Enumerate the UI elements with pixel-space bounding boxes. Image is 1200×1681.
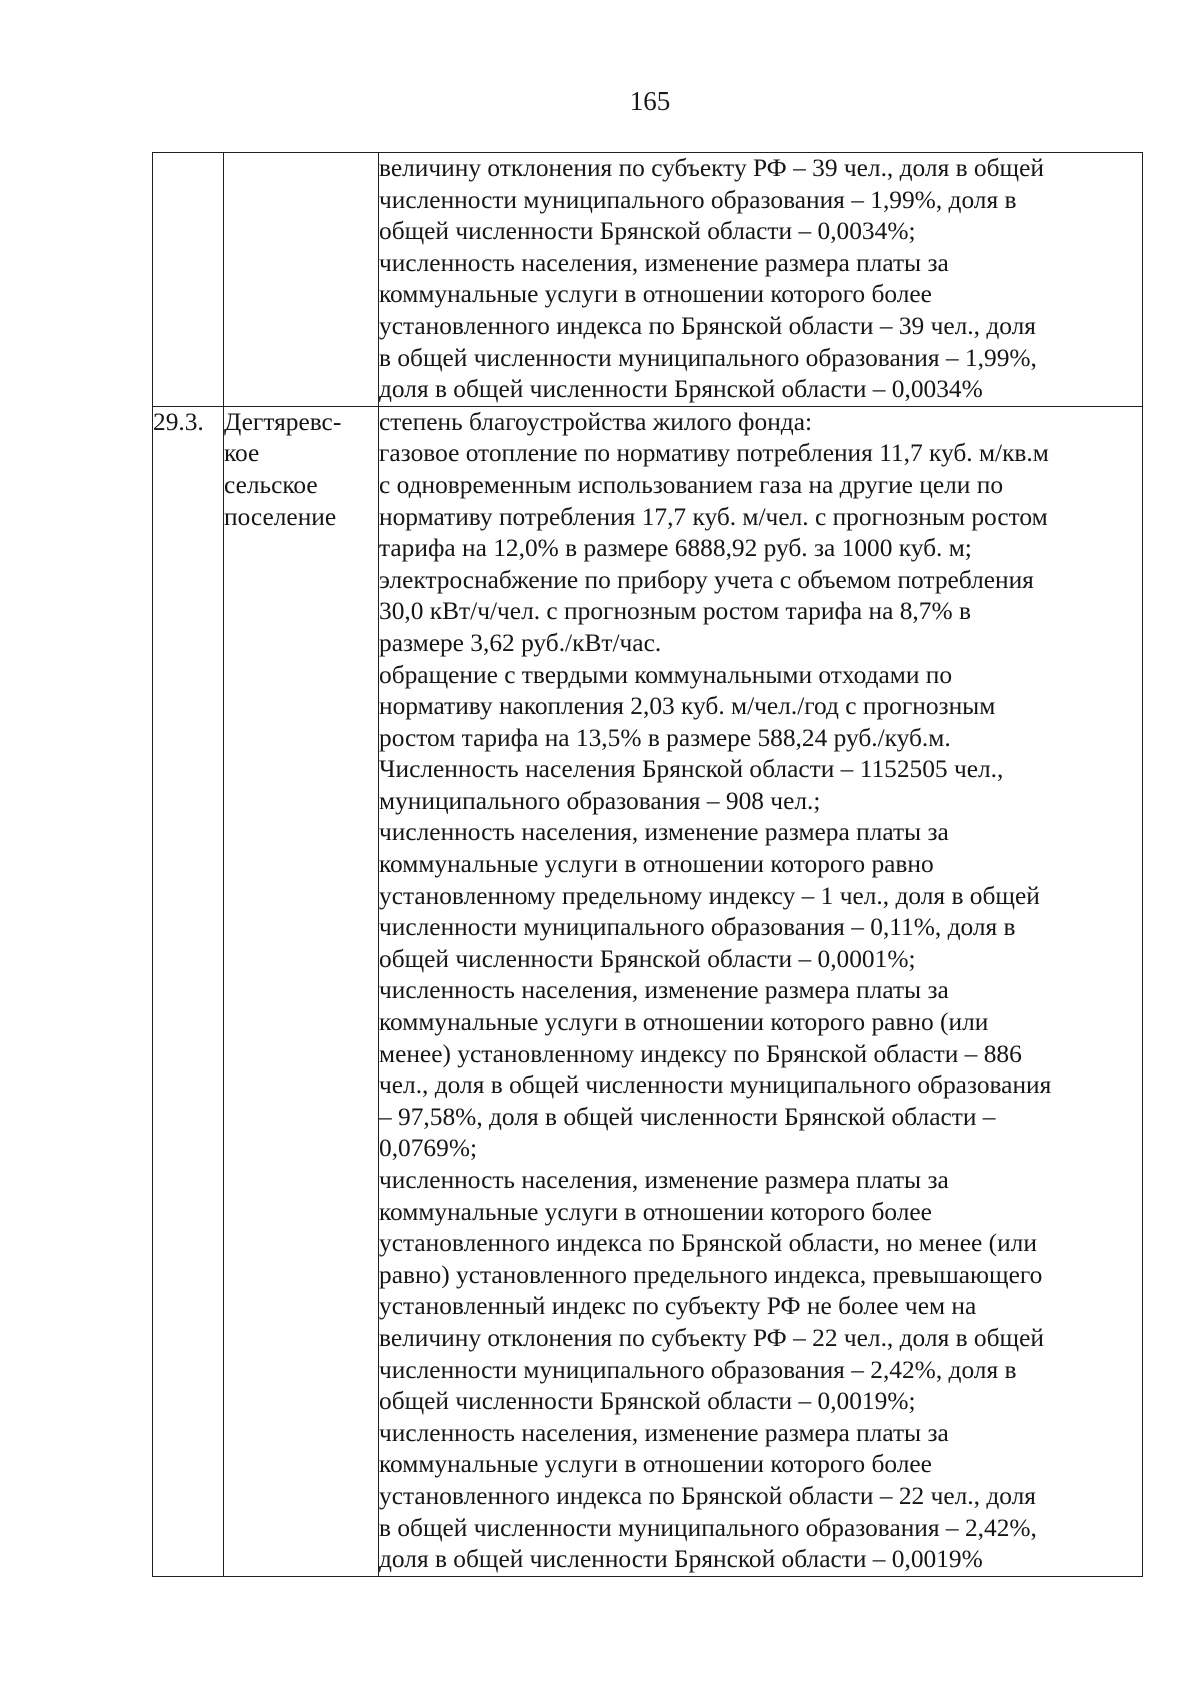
description-line: электроснабжение по прибору учета с объемом потребления [379,565,1034,594]
table-body [153,153,1143,1577]
description-line: численность населения, изменение размера платы за [379,1418,949,1447]
description-line: коммунальные услуги в отношении которого более [379,280,932,309]
description-line: в общей численности муниципального образования – 2,42%, [379,1513,1037,1542]
municipality-name-line: сельское [224,470,318,499]
description-line: с одновременным использованием газа на другие цели по [379,470,1004,499]
description-line: 0,0769%; [379,1134,478,1163]
description-line: доля в общей численности Брянской области – 0,0034% [379,375,983,404]
description-line: численность населения, изменение размера платы за [379,818,949,847]
description-line: доля в общей численности Брянской области – 0,0019% [379,1545,983,1574]
description-line: ростом тарифа на 13,5% в размере 588,24 руб./куб.м. [379,723,951,752]
description-cell [379,406,1143,1576]
description-line: коммунальные услуги в отношении которого более [379,1197,932,1226]
description-line: численности муниципального образования – 1,99%, доля в [379,185,1017,214]
description-line: установленного индекса по Брянской области – 22 чел., доля [379,1481,1036,1510]
description-line: степень благоустройства жилого фонда: [379,407,813,436]
description-line: общей численности Брянской области – 0,0034%; [379,217,916,246]
table-row [153,406,1143,1576]
description-line: 30,0 кВт/ч/чел. с прогнозным ростом тарифа на 8,7% в [379,597,971,626]
description-line: чел., доля в общей численности муниципального образования [379,1071,1052,1100]
page-number: 165 [629,86,671,116]
description-line: – 97,58%, доля в общей численности Брянской области – [379,1102,996,1131]
description-line: Численность населения Брянской области – 1152505 чел., [379,755,1004,784]
description-line: величину отклонения по субъекту РФ – 22 чел., доля в общей [379,1323,1044,1352]
description-line: величину отклонения по субъекту РФ – 39 чел., доля в общей [379,154,1044,182]
description-line: коммунальные услуги в отношении которого равно (или [379,1008,989,1037]
description-line: размере 3,62 руб./кВт/час. [379,628,662,657]
municipality-name-cell [224,153,379,407]
description-line: численности муниципального образования – 2,42%, доля в [379,1355,1017,1384]
municipality-name-line: Дегтяревс- [224,407,342,436]
description-line: коммунальные услуги в отношении которого более [379,1450,932,1479]
description-line: общей численности Брянской области – 0,0001%; [379,944,916,973]
description-line: нормативу накопления 2,03 куб. м/чел./год с прогнозным [379,692,996,721]
description-line: численности муниципального образования – 0,11%, доля в [379,913,1016,942]
description-line: равно) установленного предельного индекса, превышающего [379,1260,1043,1289]
description-line: муниципального образования – 908 чел.; [379,786,821,815]
description-line: численность населения, изменение размера платы за [379,248,949,277]
row-number-cell: 29.3. [153,406,224,1576]
municipality-name-line: поселение [224,502,337,531]
description-line: установленного индекса по Брянской области, но менее (или [379,1229,1037,1258]
description-line: установленный индекс по субъекту РФ не более чем на [379,1292,977,1321]
description-line: в общей численности муниципального образования – 1,99%, [379,343,1037,372]
description-cell [379,153,1143,407]
description-line: численность населения, изменение размера платы за [379,976,949,1005]
document-table [152,152,1143,1577]
description-line: численность населения, изменение размера платы за [379,1166,949,1194]
description-line: нормативу потребления 17,7 куб. м/чел. с прогнозным ростом [379,502,1048,531]
description-line: менее) установленному индексу по Брянской области – 886 [379,1039,1022,1068]
description-line: установленному предельному индексу – 1 чел., доля в общей [379,881,1040,910]
municipality-name-line: кое [224,439,260,468]
municipality-name-cell [224,406,379,1576]
row-number-cell [153,153,224,407]
description-line: коммунальные услуги в отношении которого равно [379,850,934,879]
description-line: установленного индекса по Брянской области – 39 чел., доля [379,311,1036,340]
description-line: тарифа на 12,0% в размере 6888,92 руб. за 1000 куб. м; [379,534,972,563]
table-row [153,153,1143,407]
description-line: газовое отопление по нормативу потребления 11,7 куб. м/кв.м [379,439,1049,468]
description-line: обращение с твердыми коммунальными отходами по [379,660,953,689]
description-line: общей численности Брянской области – 0,0019%; [379,1387,916,1416]
